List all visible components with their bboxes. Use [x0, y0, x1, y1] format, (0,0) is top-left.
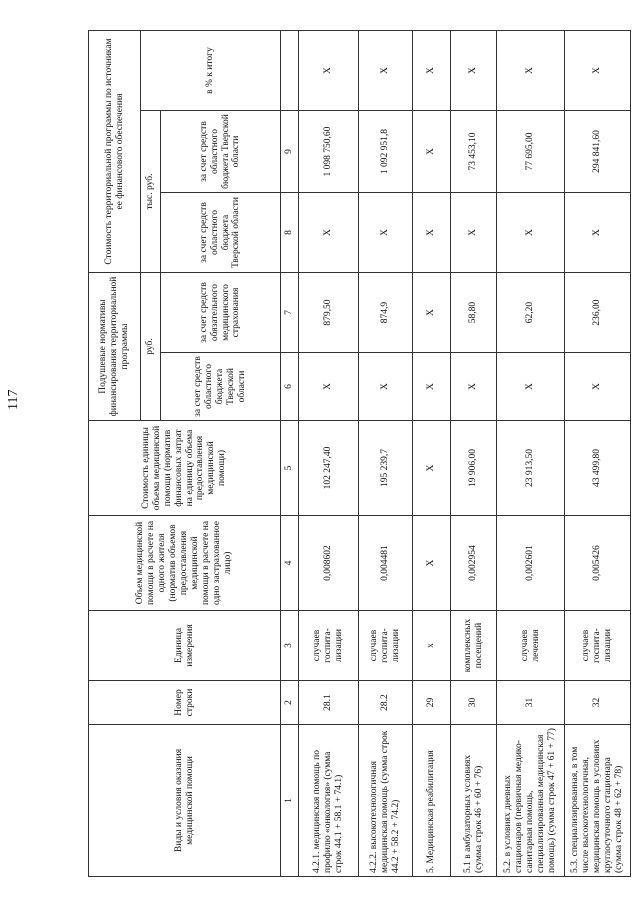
cell-row-number: 31	[497, 681, 565, 725]
cell-row-number: 28.2	[359, 681, 413, 725]
header-norm-unit: руб.	[141, 273, 161, 421]
cell-unit-cost: 19 906,00	[451, 421, 497, 516]
rotated-table-container	[88, 31, 630, 877]
table-row	[497, 31, 565, 877]
cell-c5: Х	[451, 353, 497, 421]
cell-c6: 879,50	[299, 273, 359, 353]
cell-c6: 236,00	[565, 273, 631, 353]
cell-unit-cost: Х	[413, 421, 451, 516]
cell-volume: Х	[413, 516, 451, 611]
column-number: 5	[281, 421, 299, 516]
cell-c6: 874,9	[359, 273, 413, 353]
cell-unit: случаев госпита-лизации	[299, 611, 359, 681]
cell-volume: 0,008602	[299, 516, 359, 611]
cell-c6: 62,20	[497, 273, 565, 353]
cell-c9: Х	[299, 31, 359, 111]
cell-name: 5.1 в амбулаторных условиях (сумма строк 46 + 60 + 76)	[451, 725, 497, 877]
cell-unit-cost: 195 239,7	[359, 421, 413, 516]
cell-unit: х	[413, 611, 451, 681]
table-row	[359, 31, 413, 877]
column-number: 9	[281, 111, 299, 193]
cell-c9: Х	[451, 31, 497, 111]
header-percent: в % к итогу	[141, 31, 281, 111]
column-number: 6	[281, 353, 299, 421]
cell-c9: Х	[565, 31, 631, 111]
header-program-cost: Стоимость территориальной программы по источникам ее финансового обеспечения	[89, 31, 141, 273]
cell-c7: Х	[565, 193, 631, 273]
cell-c9: Х	[497, 31, 565, 111]
cell-unit-cost: 102 247,40	[299, 421, 359, 516]
cell-c7: Х	[359, 193, 413, 273]
cell-volume: 0,004481	[359, 516, 413, 611]
header-name: Виды и условия оказания медицинской помощи	[89, 725, 281, 877]
cell-c7: Х	[497, 193, 565, 273]
header-sub-regional-budget-3: за счет средств областного бюджета Тверской области	[161, 111, 281, 193]
cell-row-number: 32	[565, 681, 631, 725]
cell-unit-cost: 43 499,80	[565, 421, 631, 516]
cell-row-number: 30	[451, 681, 497, 725]
column-number: 2	[281, 681, 299, 725]
cell-unit: комплексных посещений	[451, 611, 497, 681]
header-unit: Единица измерения	[89, 611, 281, 681]
cell-row-number: 28.1	[299, 681, 359, 725]
header-sub-regional-budget: за счет средств областного бюджета Тверской области	[161, 353, 281, 421]
column-number: 7	[281, 273, 299, 353]
cell-c7: Х	[299, 193, 359, 273]
cell-c8: 77 695,00	[497, 111, 565, 193]
header-row-number: Номер строки	[89, 681, 281, 725]
table-row	[413, 31, 451, 877]
page-number: 117	[6, 389, 21, 410]
cell-volume: 0,005426	[565, 516, 631, 611]
cell-c5: Х	[413, 353, 451, 421]
cell-c8: 1 092 951,8	[359, 111, 413, 193]
cell-c8: Х	[413, 111, 451, 193]
cell-unit: случаев госпита-лизации	[565, 611, 631, 681]
cell-row-number: 29	[413, 681, 451, 725]
table-row	[451, 31, 497, 877]
table-row	[565, 31, 631, 877]
cell-c6: 58,80	[451, 273, 497, 353]
cell-unit: случаев госпита-лизации	[359, 611, 413, 681]
cell-name: 4.2.2. высокотехнологичная медицинская помощь (сумма строк 44.2 + 58.2 + 74.2)	[359, 725, 413, 877]
column-number: 4	[281, 516, 299, 611]
column-number: 1	[281, 725, 299, 877]
cell-c8: 294 841,60	[565, 111, 631, 193]
cost-table	[88, 30, 631, 877]
cell-volume: 0,002601	[497, 516, 565, 611]
cell-c5: Х	[565, 353, 631, 421]
cell-c7: Х	[451, 193, 497, 273]
cell-name: 4.2.1. медицинская помощь по профилю «онкология» (сумма строк 44.1 + 58.1 + 74.1)	[299, 725, 359, 877]
table-row	[299, 31, 359, 877]
cell-c7: Х	[413, 193, 451, 273]
cell-c8: 1 098 750,60	[299, 111, 359, 193]
header-volume: Объем медицинской помощи в расчете на одного жителя (норматив объемов предоставления медицинской помощи в расчете на одно застрахованное лицо)	[89, 516, 281, 611]
cell-c9: Х	[359, 31, 413, 111]
cell-c5: Х	[497, 353, 565, 421]
cell-name: 5.3. специализированная, в том числе высокотехнологичная, медицинская помощь в условиях круглосуточного стационара (сумма строк 48 + 62 + 78)	[565, 725, 631, 877]
cell-volume: 0,002954	[451, 516, 497, 611]
header-per-capita-norm: Подушевые нормативы финансирования территориальной программы	[89, 273, 141, 421]
cell-c9: Х	[413, 31, 451, 111]
header-cost-unit: тыс. руб.	[141, 111, 161, 273]
cell-c8: 73 453,10	[451, 111, 497, 193]
column-number: 3	[281, 611, 299, 681]
cell-name: 5.2. в условиях дневных стационаров (первичная медико-санитарная помощь, специализированная медицинская помощь) (сумма строк 47 + 61 + 77)	[497, 725, 565, 877]
cell-c6: Х	[413, 273, 451, 353]
column-number	[281, 31, 299, 111]
column-number: 8	[281, 193, 299, 273]
cell-c5: Х	[299, 353, 359, 421]
header-sub-regional-budget-2: за счет средств областного бюджета Тверской области	[161, 193, 281, 273]
cell-unit-cost: 23 913,50	[497, 421, 565, 516]
header-sub-oms: за счет средств обязательного медицинского страхования	[161, 273, 281, 353]
header-unit-cost: Стоимость единицы объема медицинской помощи (норматив финансовых затрат на единицу объема предоставления медицинской помощи)	[89, 421, 281, 516]
cell-c5: Х	[359, 353, 413, 421]
cell-unit: случаев лечения	[497, 611, 565, 681]
cell-name: 5. Медицинская реабилитация	[413, 725, 451, 877]
